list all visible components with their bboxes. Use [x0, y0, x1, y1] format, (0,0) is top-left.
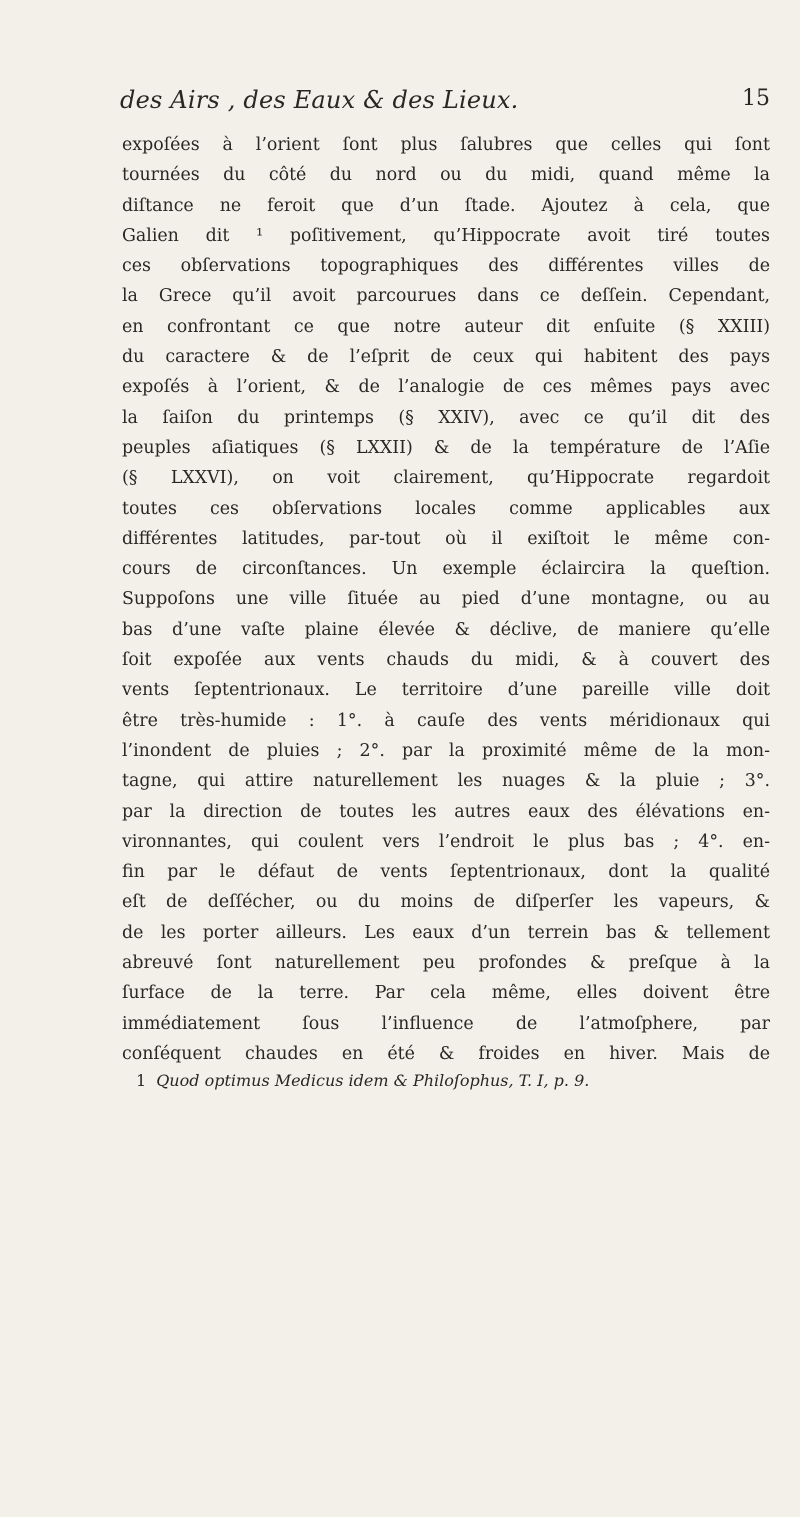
text-line: eſt de deſſécher, ou du moins de diſperſer les vapeurs, &: [122, 892, 770, 913]
text-line: différentes latitudes, par-tout où il exiſtoit le même con-: [122, 528, 770, 549]
text-line: fin par le défaut de vents ſeptentrionaux, dont la qualité: [122, 862, 770, 883]
page-header: [120, 86, 770, 122]
page-number: 15: [742, 86, 770, 111]
text-line: diſtance ne feroit que d’un ſtade. Ajoutez à cela, que: [122, 195, 770, 216]
text-line: toutes ces obſervations locales comme applicables aux: [122, 498, 770, 519]
text-line: du caractere & de l’eſprit de ceux qui habitent des pays: [122, 347, 770, 368]
text-line: ces obſervations topographiques des différentes villes de: [122, 256, 770, 277]
running-title: des Airs , des Eaux & des Lieux.: [120, 86, 519, 114]
text-line: conſéquent chaudes en été & froides en hiver. Mais de: [122, 1043, 770, 1064]
text-line: cours de circonſtances. Un exemple éclaircira la queſtion.: [122, 559, 770, 580]
text-line: la ſaiſon du printemps (§ XXIV), avec ce qu’il dit des: [122, 407, 770, 428]
text-line: Galien dit ¹ poſitivement, qu’Hippocrate avoit tiré toutes: [122, 225, 770, 246]
text-line: abreuvé ſont naturellement peu profondes & preſque à la: [122, 953, 770, 974]
text-line: la Grece qu’il avoit parcourues dans ce deſſein. Cependant,: [122, 286, 770, 307]
footnote-mark: 1: [136, 1071, 147, 1090]
text-line: vents ſeptentrionaux. Le territoire d’une pareille ville doit: [122, 680, 770, 701]
text-line: en confrontant ce que notre auteur dit enſuite (§ XXIII): [122, 316, 770, 337]
text-line: de les porter ailleurs. Les eaux d’un terrein bas & tellement: [122, 922, 770, 943]
text-line: tagne, qui attire naturellement les nuages & la pluie ; 3°.: [122, 771, 770, 792]
text-line: (§ LXXVI), on voit clairement, qu’Hippocrate regardoit: [122, 468, 770, 489]
text-line: par la direction de toutes les autres eaux des élévations en-: [122, 801, 770, 822]
text-line: l’inondent de pluies ; 2°. par la proximité même de la mon-: [122, 740, 770, 761]
text-line: tournées du côté du nord ou du midi, quand même la: [122, 165, 770, 186]
text-line: ſurface de la terre. Par cela même, elles doivent être: [122, 983, 770, 1004]
text-line: bas d’une vaſte plaine élevée & déclive, de maniere qu’elle: [122, 619, 770, 640]
text-line: être très-humide : 1°. à cauſe des vents méridionaux qui: [122, 710, 770, 731]
text-line: peuples aſiatiques (§ LXXII) & de la température de l’Aſie: [122, 437, 770, 458]
text-line: vironnantes, qui coulent vers l’endroit le plus bas ; 4°. en-: [122, 831, 770, 852]
text-line: ſoit expoſée aux vents chauds du midi, & à couvert des: [122, 650, 770, 671]
footnote-text: Quod optimus Medicus idem & Philoſophus, T. I, p. 9.: [156, 1071, 590, 1090]
text-line: expoſées à l’orient ſont plus ſalubres que celles qui ſont: [122, 135, 770, 155]
text-line: Suppoſons une ville ſituée au pied d’une montagne, ou au: [122, 589, 770, 610]
footnote: [136, 1071, 776, 1090]
body-text: [122, 130, 770, 1069]
text-line: expoſés à l’orient, & de l’analogie de ces mêmes pays avec: [122, 377, 770, 398]
text-line: immédiatement ſous l’influence de l’atmoſphere, par: [122, 1013, 770, 1034]
